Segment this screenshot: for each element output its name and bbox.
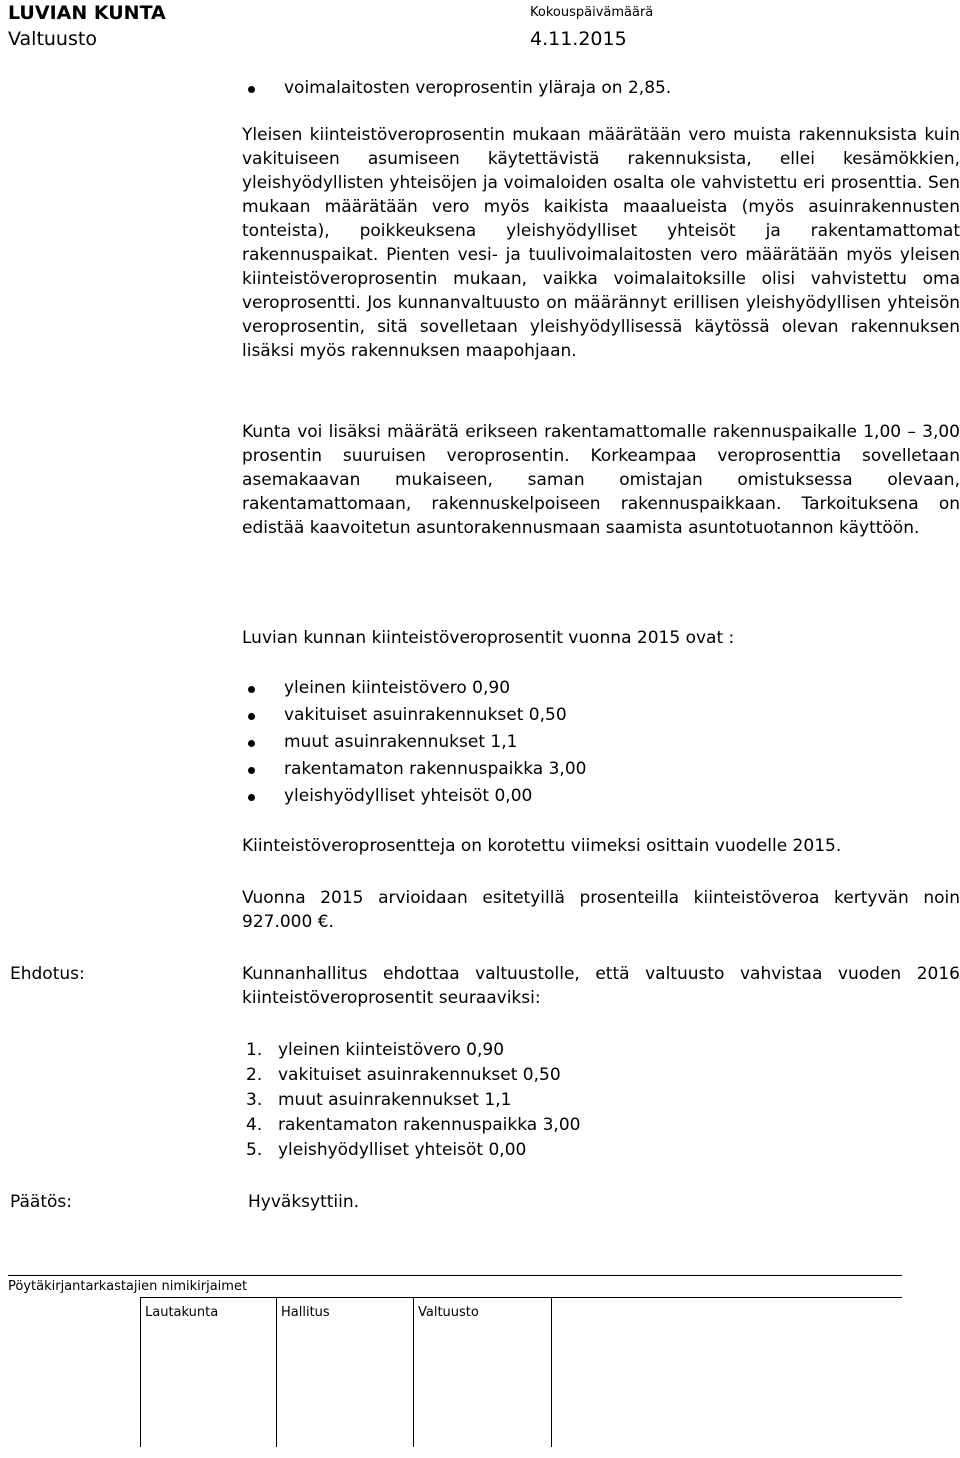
list-item: [246, 1038, 504, 1063]
list-item: [246, 1113, 580, 1138]
list-item-text: voimalaitosten veroprosentin yläraja on 2,85.: [284, 78, 672, 98]
raised-note: Kiinteistöveroprosentteja on korotettu viimeksi osittain vuodelle 2015.: [242, 836, 842, 856]
estimate-note: Vuonna 2015 arvioidaan esitetyillä prosenteilla kiinteistöveroa kertyvän noin 927.000 €.: [242, 888, 960, 932]
meeting-date-label: Kokouspäivämäärä: [530, 5, 654, 20]
proposal-text: Kunnanhallitus ehdottaa valtuustolle, että valtuusto vahvistaa vuoden 2016 kiinteistöveroprosentit seuraaviksi:: [242, 964, 960, 1008]
rates-intro: Luvian kunnan kiinteistöveroprosentit vuonna 2015 ovat :: [242, 628, 735, 648]
list-item-text: vakituiset asuinrakennukset 0,50: [278, 1065, 561, 1085]
list-item: [248, 783, 532, 810]
list-item: [248, 675, 510, 702]
list-item-number: 1.: [246, 1040, 263, 1060]
list-item: [246, 1088, 511, 1113]
list-item-text: muut asuinrakennukset 1,1: [278, 1090, 512, 1110]
list-item-text: muut asuinrakennukset 1,1: [284, 732, 518, 752]
footer-divider: [140, 1297, 902, 1298]
list-item-text: vakituiset asuinrakennukset 0,50: [284, 705, 567, 725]
footer-column-divider: [140, 1297, 141, 1447]
footer-column-valtuusto: Valtuusto: [418, 1305, 479, 1320]
list-item-text: rakentamaton rakennuspaikka 3,00: [284, 759, 587, 779]
paragraph-unbuilt-sites: Kunta voi lisäksi määrätä erikseen rakentamattomalle rakennuspaikalle 1,00 – 3,00 prosentin suuruisen veroprosentin. Korkeampaa veroprosenttia sovelletaan asemakaavan mukaiseen, saman omistajan omistuksessa olevaan, rakentamattomaan, rakennuskelpoiseen rakennuspaikkaan. Tarkoituksena on edistää kaavoitetun asuntorakennusmaan saamista asuntotuotannon käyttöön.: [242, 422, 960, 538]
list-item: [248, 729, 517, 756]
list-item-text: rakentamaton rakennuspaikka 3,00: [278, 1115, 581, 1135]
footer-column-divider: [276, 1297, 277, 1447]
list-item-number: 3.: [246, 1090, 263, 1110]
list-item-text: yleishyödylliset yhteisöt 0,00: [278, 1140, 527, 1160]
footer-column-divider: [551, 1297, 552, 1447]
footer-title: Pöytäkirjantarkastajien nimikirjaimet: [8, 1279, 248, 1294]
list-item-number: 5.: [246, 1140, 263, 1160]
decision-label: Päätös:: [10, 1192, 72, 1212]
footer-column-hallitus: Hallitus: [281, 1305, 330, 1320]
meeting-date: 4.11.2015: [530, 28, 627, 50]
proposal-label: Ehdotus:: [10, 964, 85, 984]
municipality-name: LUVIAN KUNTA: [8, 2, 166, 24]
decision-text: Hyväksyttiin.: [248, 1192, 360, 1212]
footer-divider: [8, 1275, 902, 1276]
council-name: Valtuusto: [8, 28, 97, 50]
footer-column-lautakunta: Lautakunta: [145, 1305, 219, 1320]
list-item: [246, 1138, 526, 1163]
list-item-text: yleinen kiinteistövero 0,90: [278, 1040, 505, 1060]
list-item-number: 2.: [246, 1065, 263, 1085]
list-item-number: 4.: [246, 1115, 263, 1135]
list-item: [248, 702, 567, 729]
list-item: [246, 1063, 561, 1088]
paragraph-general-rate: Yleisen kiinteistöveroprosentin mukaan määrätään vero muista rakennuksista kuin vakituiseen asumiseen käytettävistä rakennuksista, ellei kesämökkien, yleishyödyllisten yhteisöjen ja voimaloiden osalta ole vahvistettu eri prosenttia. Sen mukaan määrätään vero myös kaikista maaalueista (myös asuinrakennusten tonteista), poikkeuksena yleishyödylliset yhteisöt ja rakentamattomat rakennuspaikat. Pienten vesi- ja tuulivoimalaitosten vero määrätään myös yleisen kiinteistöveroprosentin mukaan, vaikka voimalaitoksille olisi vahvistettu oma veroprosentti. Jos kunnanvaltuusto on määrännyt erillisen yleishyödyllisen yhteisön veroprosentin, sitä sovelletaan yleishyödyllisessä käytössä olevan rakennuksen lisäksi myös rakennuksen maapohjaan.: [242, 125, 960, 361]
footer-column-divider: [413, 1297, 414, 1447]
list-item-text: yleinen kiinteistövero 0,90: [284, 678, 511, 698]
list-item-text: yleishyödylliset yhteisöt 0,00: [284, 786, 533, 806]
list-item: [248, 75, 671, 102]
list-item: [248, 756, 586, 783]
